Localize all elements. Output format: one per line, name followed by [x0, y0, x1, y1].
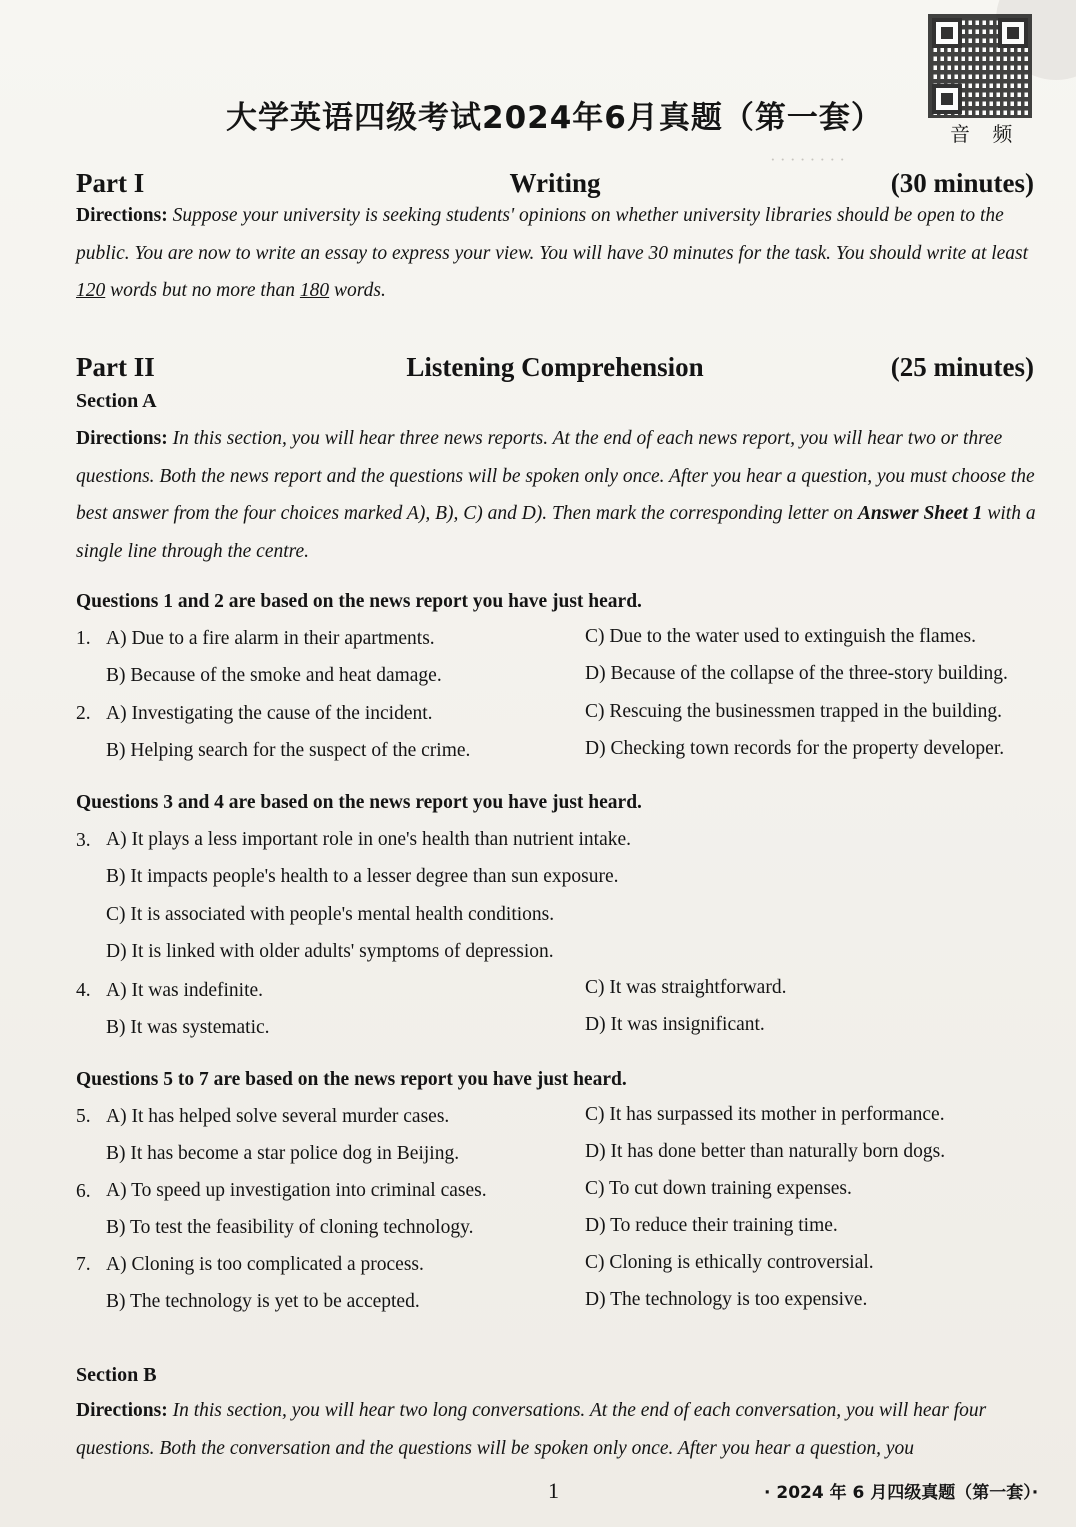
answer-sheet-ref: Answer Sheet 1	[857, 503, 983, 524]
option-b[interactable]: B) The technology is yet to be accepted.	[106, 1291, 420, 1312]
part2-directions: Directions: In this section, you will hear three news reports. At the end of each news report, you will hear two or three questions. Both the news report and the questions will be spoken only once. After you hear a question, you must choose the best answer from the four choices marked A), B), C) and D). Then mark the corresponding letter on Answer Sheet 1 with a single line through the centre.	[76, 428, 1036, 562]
question-number: 5.	[76, 1106, 91, 1127]
option-c[interactable]: C) It has surpassed its mother in performance.	[585, 1104, 945, 1125]
option-b[interactable]: B) To test the feasibility of cloning technology.	[106, 1217, 474, 1238]
qr-label: 音 频	[950, 122, 1021, 146]
option-a[interactable]: A) It has helped solve several murder cases.	[106, 1106, 450, 1127]
page-title: 大学英语四级考试2024年6月真题（第一套）	[226, 100, 883, 136]
question-number: 1.	[76, 628, 91, 649]
question-group-heading: Questions 5 to 7 are based on the news report you have just heard.	[76, 1069, 627, 1090]
footer-label: · 2024 年 6 月四级真题（第一套）·	[764, 1483, 1039, 1503]
part2-label: Part II	[76, 352, 155, 382]
bleed-through: · · · · · · · ·	[770, 150, 846, 169]
option-a[interactable]: A) It was indefinite.	[106, 980, 264, 1001]
option-a[interactable]: A) Cloning is too complicated a process.	[106, 1254, 424, 1275]
option-c[interactable]: C) Due to the water used to extinguish the flames.	[585, 626, 976, 647]
max-words: 180	[299, 280, 330, 301]
part2-name: Listening Comprehension	[406, 352, 704, 382]
question-number: 6.	[76, 1181, 91, 1202]
option-c[interactable]: C) It was straightforward.	[585, 977, 787, 998]
question-group-heading: Questions 1 and 2 are based on the news report you have just heard.	[76, 591, 642, 612]
option-b[interactable]: B) It has become a star police dog in Beijing.	[106, 1143, 460, 1164]
question-number: 7.	[76, 1254, 91, 1275]
question-number: 4.	[76, 980, 91, 1001]
option-d[interactable]: D) It was insignificant.	[585, 1014, 765, 1035]
option-d[interactable]: D) Because of the collapse of the three-story building.	[585, 663, 1008, 684]
option-c[interactable]: C) Cloning is ethically controversial.	[585, 1252, 874, 1273]
option-d[interactable]: D) It has done better than naturally born dogs.	[585, 1141, 946, 1162]
option-a[interactable]: A) To speed up investigation into criminal cases.	[106, 1180, 487, 1201]
option-d[interactable]: D) To reduce their training time.	[585, 1215, 838, 1236]
question-number: 2.	[76, 703, 91, 724]
option-b[interactable]: B) It was systematic.	[106, 1017, 270, 1038]
part2-header	[76, 352, 1034, 386]
qr-code-icon[interactable]	[928, 14, 1032, 118]
option-b[interactable]: B) Helping search for the suspect of the crime.	[106, 740, 471, 761]
option-c[interactable]: C) To cut down training expenses.	[585, 1178, 852, 1199]
part1-time: (30 minutes)	[890, 168, 1034, 198]
option-a[interactable]: A) Due to a fire alarm in their apartments.	[106, 628, 435, 649]
option-c[interactable]: C) Rescuing the businessmen trapped in the building.	[585, 701, 1003, 722]
option-a[interactable]: A) Investigating the cause of the incident.	[106, 703, 433, 724]
question-group-heading: Questions 3 and 4 are based on the news report you have just heard.	[76, 792, 642, 813]
option-b[interactable]: B) Because of the smoke and heat damage.	[106, 665, 442, 686]
option-c[interactable]: C) It is associated with people's mental health conditions.	[106, 904, 555, 925]
question-number: 3.	[76, 830, 91, 851]
part1-name: Writing	[509, 168, 601, 198]
part1-label: Part I	[76, 168, 145, 198]
section-b-directions: Directions: In this section, you will hear two long conversations. At the end of each conversation, you will hear four questions. Both the conversation and the questions will be spoken only once. After you hear a question, you	[76, 1400, 987, 1459]
section-a-heading: Section A	[76, 390, 157, 412]
option-d[interactable]: D) Checking town records for the property developer.	[585, 738, 1005, 759]
min-words: 120	[76, 280, 106, 301]
part1-directions-label: Directions:	[76, 205, 168, 226]
page-number: 1	[548, 1478, 559, 1503]
option-b[interactable]: B) It impacts people's health to a lesser degree than sun exposure.	[106, 866, 619, 887]
option-d[interactable]: D) It is linked with older adults' symptoms of depression.	[106, 941, 554, 962]
option-a[interactable]: A) It plays a less important role in one's health than nutrient intake.	[106, 829, 632, 850]
option-d[interactable]: D) The technology is too expensive.	[585, 1289, 868, 1310]
section-b-heading: Section B	[76, 1364, 157, 1386]
part1-directions: Directions: Suppose your university is seeking students' opinions on whether university libraries should be open to the public. You are now to write an essay to express your view. You will have 30 minutes for the task. You should write at least 120 words but no more than 180 words.	[76, 205, 1029, 301]
part2-time: (25 minutes)	[890, 352, 1034, 382]
